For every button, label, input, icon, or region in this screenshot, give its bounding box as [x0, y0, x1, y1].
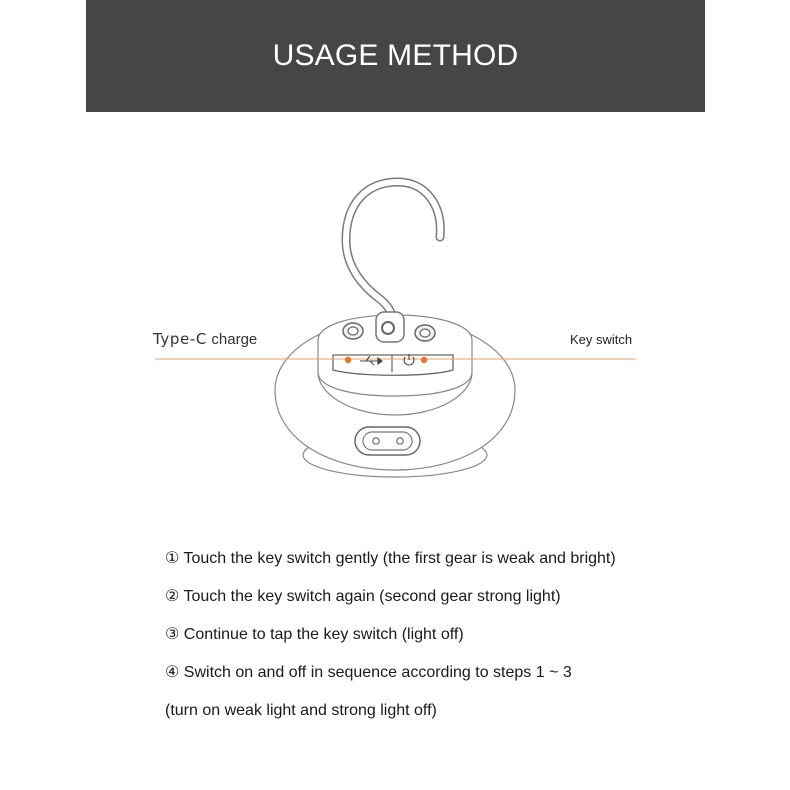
- step-3: ③ Continue to tap the key switch (light off): [165, 626, 464, 643]
- hook-icon: [346, 182, 440, 330]
- step-4-note: (turn on weak light and strong light off): [165, 702, 437, 719]
- switch-led-dot: [421, 357, 427, 363]
- step-1: ① Touch the key switch gently (the first gear is weak and bright): [165, 550, 616, 567]
- step-2: ② Touch the key switch again (second gear strong light): [165, 588, 561, 605]
- typec-charge-label: [153, 330, 257, 349]
- usage-steps: [165, 548, 765, 738]
- typec-text: Type-C: [153, 330, 207, 348]
- lamp-illustration: [0, 150, 790, 510]
- key-switch-label: Key switch: [570, 332, 633, 347]
- header-banner: [86, 0, 705, 112]
- charge-led-dot: [345, 357, 351, 363]
- step-4: ④ Switch on and off in sequence according to steps 1 ~ 3: [165, 664, 572, 681]
- page-title: USAGE METHOD: [272, 39, 519, 72]
- charge-text: charge: [211, 331, 258, 348]
